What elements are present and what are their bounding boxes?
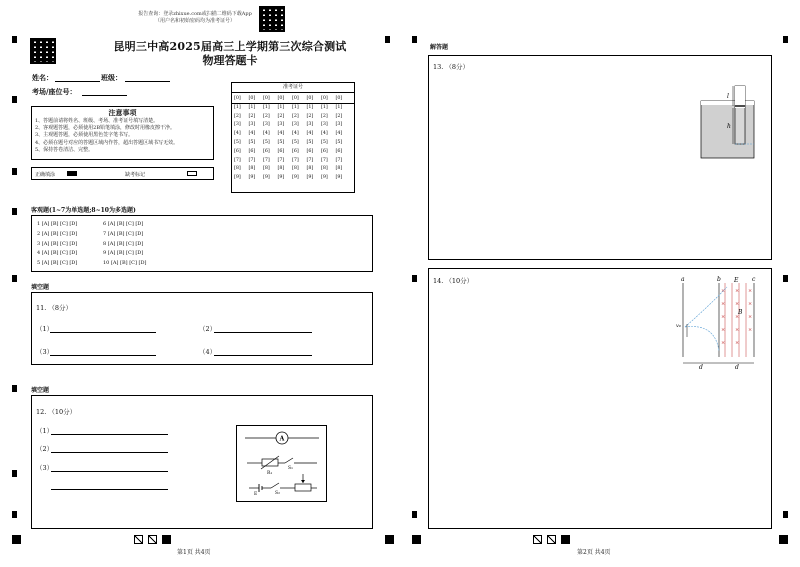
- ticket-digit-bubble[interactable]: [9]: [335, 175, 343, 181]
- ticket-digit-bubble[interactable]: [1]: [277, 104, 285, 110]
- answer-line[interactable]: [51, 452, 168, 453]
- question-12-label: 12. （10分）: [36, 408, 77, 416]
- a-label: a: [681, 276, 685, 283]
- room-seat-label: 考场/座位号：: [32, 87, 77, 96]
- ticket-digit-bubble[interactable]: [1]: [321, 104, 328, 110]
- svg-text:×: ×: [721, 314, 726, 320]
- question-12-box: [31, 395, 373, 529]
- ticket-digit-bubble[interactable]: [9]: [321, 175, 328, 181]
- ticket-digit-bubble[interactable]: [3]: [277, 122, 285, 128]
- absent-checkbox[interactable]: [187, 171, 197, 176]
- notice-box: [31, 106, 214, 160]
- ticket-digit-bubble[interactable]: [2]: [277, 113, 285, 119]
- svg-text:×: ×: [721, 288, 726, 294]
- ticket-digit-bubble[interactable]: [5]: [248, 139, 256, 145]
- ticket-digit-bubble[interactable]: [9]: [306, 175, 314, 181]
- svg-text:×: ×: [735, 301, 740, 307]
- ticket-digit-bubble[interactable]: [9]: [234, 175, 241, 181]
- answer-line[interactable]: [50, 332, 156, 333]
- corner-mark: [779, 535, 788, 544]
- ticket-digit-bubble[interactable]: [1]: [306, 104, 314, 110]
- svg-text:×: ×: [748, 288, 753, 294]
- corner-mark: [12, 535, 21, 544]
- circuit-diagram: [237, 426, 327, 502]
- ticket-digit-bubble[interactable]: [3]: [306, 122, 314, 128]
- notice-item: 1、答题前请将姓名、班级、考场、准考证号填写清楚。: [35, 118, 159, 124]
- class-field[interactable]: [125, 81, 170, 82]
- objective-title: 客观题(1~7为单选题;8~10为多选题): [31, 207, 136, 214]
- ticket-digit-bubble[interactable]: [2]: [248, 113, 256, 119]
- ticket-digit-bubble[interactable]: [6]: [263, 148, 270, 154]
- ticket-digit-bubble[interactable]: [3]: [234, 122, 241, 128]
- ticket-digit-bubble[interactable]: [4]: [321, 131, 328, 137]
- report-notice-line: 报告查询：登录zhixue.com或扫描二维码下载App: [138, 11, 252, 17]
- blank-label: （2）: [36, 445, 54, 453]
- fill-example-box: [31, 167, 214, 180]
- page-code-mark: [533, 535, 542, 544]
- ticket-digit-bubble[interactable]: [2]: [292, 113, 299, 119]
- ticket-digit-bubble[interactable]: [1]: [263, 104, 270, 110]
- answer-line[interactable]: [51, 434, 168, 435]
- ticket-digit-bubble[interactable]: [6]: [234, 148, 241, 154]
- choice-row[interactable]: 6 [A] [B] [C] [D]: [103, 221, 144, 227]
- ticket-digit-bubble[interactable]: [4]: [335, 131, 343, 137]
- ticket-digit-bubble[interactable]: [0]: [306, 96, 314, 101]
- blank-label: （1）: [36, 325, 54, 333]
- ticket-digit-bubble[interactable]: [2]: [321, 113, 328, 119]
- svg-text:×: ×: [748, 314, 753, 320]
- corner-mark: [385, 535, 394, 544]
- ticket-digit-bubble[interactable]: [2]: [234, 113, 241, 119]
- correct-fill-label: 正确填涂: [35, 172, 56, 178]
- ticket-digit-bubble[interactable]: [7]: [292, 157, 299, 163]
- timing-mark: [783, 511, 788, 518]
- room-seat-field[interactable]: [82, 95, 127, 96]
- v0-label: v₀: [676, 323, 681, 329]
- page-code-mark: [148, 535, 157, 544]
- e-field-label: E: [734, 277, 739, 284]
- ticket-digit-bubble[interactable]: [5]: [321, 139, 328, 145]
- correct-fill-sample: [67, 171, 77, 176]
- ticket-digit-bubble[interactable]: [9]: [248, 175, 256, 181]
- absent-label: 缺考标记: [125, 172, 146, 178]
- page-code-mark: [134, 535, 143, 544]
- choice-row[interactable]: 9 [A] [B] [C] [D]: [103, 250, 144, 257]
- ticket-digit-bubble[interactable]: [7]: [277, 157, 285, 163]
- ticket-digit-grid[interactable]: [234, 95, 350, 182]
- timing-mark: [12, 208, 17, 215]
- ticket-digit-bubble[interactable]: [6]: [277, 148, 285, 154]
- ticket-digit-bubble[interactable]: [4]: [248, 131, 256, 137]
- ticket-digit-bubble[interactable]: [2]: [263, 113, 270, 119]
- timing-mark: [12, 168, 17, 175]
- question-14-box: [428, 268, 772, 529]
- ticket-digit-bubble[interactable]: [6]: [292, 148, 299, 154]
- choice-row[interactable]: 3 [A] [B] [C] [D]: [37, 240, 78, 247]
- ticket-digit-bubble[interactable]: [2]: [306, 113, 314, 119]
- choice-row[interactable]: 8 [A] [B] [C] [D]: [103, 240, 144, 247]
- page-code-mark: [547, 535, 556, 544]
- answer-line[interactable]: [214, 332, 312, 333]
- fill-section-title: 填空题: [31, 387, 50, 394]
- ticket-digit-bubble[interactable]: [7]: [321, 157, 328, 163]
- ticket-digit-bubble[interactable]: [3]: [321, 122, 328, 128]
- choice-row[interactable]: 1 [A] [B] [C] [D]: [37, 221, 78, 227]
- ticket-digit-bubble[interactable]: [8]: [277, 166, 285, 172]
- d-label-left: d: [699, 364, 703, 370]
- timing-mark: [385, 36, 390, 43]
- choice-column-left: [37, 220, 77, 269]
- ticket-digit-bubble[interactable]: [2]: [335, 113, 343, 119]
- report-notice-line: （用户名和初始密码均为准考证号）: [154, 18, 235, 24]
- ticket-digit-bubble[interactable]: [6]: [306, 148, 314, 154]
- name-label: 姓名：: [32, 73, 53, 82]
- name-field[interactable]: [55, 81, 100, 82]
- ticket-digit-bubble[interactable]: [8]: [321, 166, 328, 172]
- page-number-left: 第1页 共4页: [177, 549, 211, 556]
- ticket-digit-bubble[interactable]: [3]: [248, 122, 256, 128]
- ticket-digit-bubble[interactable]: [8]: [292, 166, 299, 172]
- b-field-label: B: [738, 309, 743, 316]
- ticket-digit-bubble[interactable]: [7]: [306, 157, 314, 163]
- answer-line[interactable]: [50, 355, 156, 356]
- ticket-digit-bubble[interactable]: [4]: [263, 131, 270, 137]
- ticket-digit-bubble[interactable]: [7]: [335, 157, 343, 163]
- timing-mark: [783, 275, 788, 282]
- blank-label: （4）: [199, 348, 217, 356]
- answer-section-title: 解答题: [430, 44, 449, 51]
- timing-mark: [783, 36, 788, 43]
- ticket-number-box: [231, 82, 355, 193]
- ticket-digit-bubble[interactable]: [5]: [306, 139, 314, 145]
- ticket-digit-bubble[interactable]: [7]: [248, 157, 256, 163]
- ticket-digit-bubble[interactable]: [9]: [263, 175, 270, 181]
- ticket-digit-bubble[interactable]: [8]: [248, 166, 256, 172]
- subject-title: 物理答题卡: [202, 54, 258, 67]
- page-number-right: 第2页 共4页: [577, 549, 611, 556]
- choice-row[interactable]: 10 [A] [B] [C] [D]: [103, 260, 147, 267]
- ticket-digit-bubble[interactable]: [0]: [248, 96, 256, 101]
- notice-heading: 注意事项: [108, 108, 137, 117]
- ticket-digit-bubble[interactable]: [6]: [248, 148, 256, 154]
- timing-mark: [412, 36, 417, 43]
- ticket-digit-bubble[interactable]: [0]: [292, 96, 299, 101]
- b-label: b: [717, 276, 721, 283]
- ticket-digit-bubble[interactable]: [8]: [234, 166, 241, 172]
- svg-text:×: ×: [735, 288, 740, 294]
- h-label: h: [727, 123, 731, 130]
- class-label: 班级：: [101, 73, 122, 82]
- blank-label: （1）: [36, 427, 54, 435]
- ticket-digit-bubble[interactable]: [0]: [321, 96, 328, 101]
- choice-row[interactable]: 2 [A] [B] [C] [D]: [37, 230, 78, 237]
- timing-mark: [412, 275, 417, 282]
- ticket-digit-bubble[interactable]: [1]: [234, 104, 241, 110]
- notice-item: 3、主观题答题，必须使用黑色签字笔书写。: [35, 132, 134, 139]
- page-code-mark: [162, 535, 171, 544]
- svg-text:×: ×: [735, 314, 740, 320]
- choice-row[interactable]: 5 [A] [B] [C] [D]: [37, 260, 78, 267]
- timing-mark: [12, 96, 17, 103]
- ticket-digit-bubble[interactable]: [9]: [277, 175, 285, 181]
- question-13-box: [428, 55, 772, 260]
- timing-mark: [412, 511, 417, 518]
- ticket-digit-bubble[interactable]: [4]: [292, 131, 299, 137]
- question-11-box: [31, 292, 373, 365]
- ticket-digit-bubble[interactable]: [8]: [263, 166, 270, 172]
- s1-label: S₁: [288, 466, 293, 471]
- ticket-digit-bubble[interactable]: [3]: [263, 122, 270, 128]
- ticket-digit-bubble[interactable]: [8]: [335, 166, 343, 172]
- question-14-label: 14. （10分）: [433, 277, 474, 285]
- blank-label: （3）: [36, 464, 54, 472]
- exam-title: 昆明三中高2025届高三上学期第三次综合测试: [113, 40, 347, 53]
- answer-line[interactable]: [51, 489, 168, 490]
- ticket-digit-bubble[interactable]: [0]: [234, 96, 241, 101]
- e-label: E: [254, 492, 258, 497]
- objective-box: [31, 215, 373, 272]
- svg-text:×: ×: [721, 327, 726, 333]
- ticket-digit-bubble[interactable]: [5]: [335, 139, 343, 145]
- choice-column-right: [103, 220, 146, 269]
- svg-text:×: ×: [735, 340, 740, 346]
- timing-mark: [12, 36, 17, 43]
- choice-row[interactable]: 7 [A] [B] [C] [D]: [103, 230, 144, 237]
- field-diagram: [675, 275, 765, 370]
- timing-mark: [12, 275, 17, 282]
- timing-mark: [12, 385, 17, 392]
- tube-diagram: [697, 84, 763, 160]
- qr-code-top: [259, 6, 285, 32]
- ticket-digit-bubble[interactable]: [4]: [234, 131, 241, 137]
- c-label: c: [752, 276, 756, 283]
- choice-row[interactable]: 4 [A] [B] [C] [D]: [37, 250, 78, 257]
- ticket-digit-bubble[interactable]: [5]: [234, 139, 241, 145]
- svg-text:×: ×: [721, 340, 726, 346]
- circuit-diagram-box: [236, 425, 327, 502]
- fill-section-title: 填空题: [31, 284, 50, 291]
- ticket-digit-bubble[interactable]: [6]: [335, 148, 343, 154]
- question-13-label: 13. （8分）: [433, 63, 470, 71]
- ticket-digit-bubble[interactable]: [7]: [263, 157, 270, 163]
- answer-line[interactable]: [51, 471, 168, 472]
- corner-mark: [412, 535, 421, 544]
- timing-mark: [12, 470, 17, 477]
- ticket-digit-bubble[interactable]: [6]: [321, 148, 328, 154]
- ticket-digit-bubble[interactable]: [5]: [292, 139, 299, 145]
- ammeter-label: A: [279, 435, 285, 443]
- ticket-digit-bubble[interactable]: [0]: [263, 96, 270, 101]
- ticket-digit-bubble[interactable]: [0]: [335, 96, 343, 101]
- ticket-digit-bubble[interactable]: [9]: [292, 175, 299, 181]
- ticket-digit-bubble[interactable]: [1]: [248, 104, 256, 110]
- ticket-digit-bubble[interactable]: [8]: [306, 166, 314, 172]
- qr-code-left: [30, 38, 56, 64]
- notice-item: 4、必须在题号对应的答题区域内作答，超出答题区域书写无效。: [35, 139, 179, 146]
- ticket-digit-bubble[interactable]: [5]: [263, 139, 270, 145]
- blank-label: （3）: [36, 348, 54, 356]
- ticket-digit-bubble[interactable]: [1]: [335, 104, 343, 110]
- ticket-digit-bubble[interactable]: [4]: [277, 131, 285, 137]
- ticket-digit-bubble[interactable]: [3]: [292, 122, 299, 128]
- notice-item: 2、客观题答题，必须使用2B铅笔填涂，修改时用橡皮擦干净。: [35, 125, 176, 132]
- svg-text:×: ×: [721, 301, 726, 307]
- s2-label: S₂: [275, 491, 280, 496]
- notice-item: 5、保持答卷清洁、完整。: [35, 146, 94, 153]
- ticket-digit-bubble[interactable]: [5]: [277, 139, 285, 145]
- ticket-digit-bubble[interactable]: [1]: [292, 104, 299, 110]
- ticket-digit-bubble[interactable]: [4]: [306, 131, 314, 137]
- l-label: l: [727, 93, 729, 100]
- d-label-right: d: [735, 364, 739, 370]
- question-11-label: 11. （8分）: [36, 304, 73, 312]
- ticket-digit-bubble[interactable]: [0]: [277, 96, 285, 101]
- blank-label: （2）: [199, 325, 217, 333]
- ticket-number-label: 准考证号: [232, 83, 354, 93]
- r1-label: R₁: [267, 471, 273, 476]
- page-code-mark: [561, 535, 570, 544]
- answer-line[interactable]: [214, 355, 312, 356]
- svg-text:×: ×: [748, 327, 753, 333]
- timing-mark: [12, 511, 17, 518]
- ticket-digit-bubble[interactable]: [3]: [335, 122, 343, 128]
- svg-text:×: ×: [748, 301, 753, 307]
- svg-text:×: ×: [735, 327, 740, 333]
- ticket-digit-bubble[interactable]: [7]: [234, 157, 241, 163]
